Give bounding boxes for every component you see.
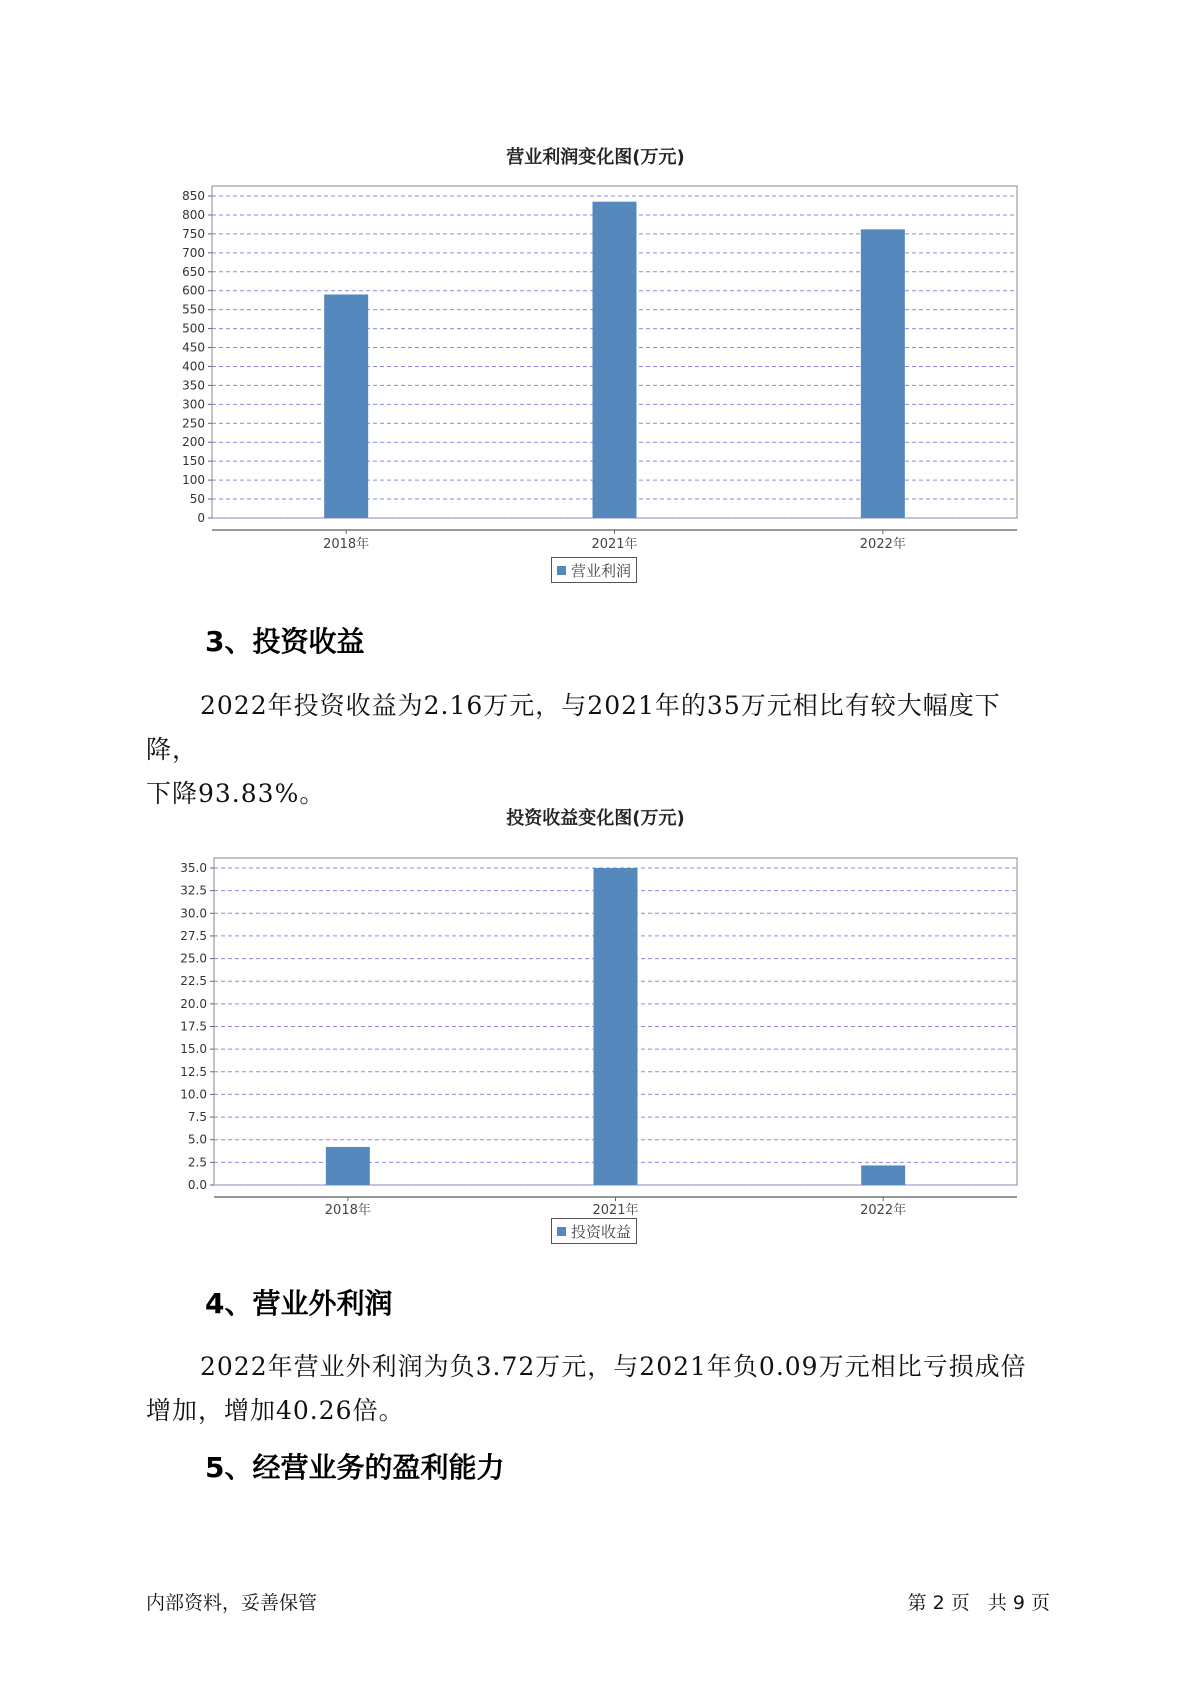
y-tick-label: 17.5 xyxy=(180,1019,207,1034)
y-tick-label: 25.0 xyxy=(180,951,207,966)
y-tick-label: 800 xyxy=(182,207,205,222)
y-tick-label: 500 xyxy=(182,321,205,336)
y-tick-label: 20.0 xyxy=(180,996,207,1011)
y-tick-label: 200 xyxy=(182,435,205,450)
y-tick-label: 27.5 xyxy=(180,928,207,943)
y-tick-label: 400 xyxy=(182,359,205,374)
y-tick-label: 550 xyxy=(182,302,205,317)
y-tick-label: 12.5 xyxy=(180,1064,207,1079)
y-tick-label: 10.0 xyxy=(180,1087,207,1102)
footer-right: 第 2 页 共 9 页 xyxy=(907,1592,1050,1614)
y-tick-label: 700 xyxy=(182,245,205,260)
bar-2021年 xyxy=(594,868,638,1185)
x-tick-label: 2021年 xyxy=(592,1203,639,1218)
y-tick-label: 35.0 xyxy=(180,861,207,875)
x-tick-label: 2022年 xyxy=(860,1203,907,1218)
chart1-title: 营业利润变化图(万元) xyxy=(506,147,685,168)
y-tick-label: 7.5 xyxy=(187,1110,207,1125)
section4-line2: 增加，增加40.26倍。 xyxy=(146,1396,405,1425)
y-tick-label: 22.5 xyxy=(180,974,207,989)
legend-label: 投资收益 xyxy=(571,1222,632,1241)
y-tick-label: 850 xyxy=(182,189,205,203)
section4-paragraph xyxy=(146,1345,1051,1433)
y-tick-label: 0 xyxy=(197,511,205,525)
y-tick-label: 30.0 xyxy=(180,906,207,921)
x-tick-label: 2018年 xyxy=(324,1203,371,1218)
bar-2018年 xyxy=(326,1147,370,1185)
x-tick-label: 2021年 xyxy=(591,537,638,552)
section3-line2: 下降93.83%。 xyxy=(146,779,326,808)
x-tick-label: 2022年 xyxy=(859,537,906,552)
legend-swatch xyxy=(557,1227,566,1236)
section3-heading: 3、投资收益 xyxy=(205,625,365,658)
y-tick-label: 0.0 xyxy=(187,1178,207,1192)
section4-line1: 2022年营业外利润为负3.72万元，与2021年负0.09万元相比亏损成倍 xyxy=(200,1352,1027,1381)
y-tick-label: 100 xyxy=(182,473,205,488)
y-tick-label: 150 xyxy=(182,454,205,469)
y-tick-label: 450 xyxy=(182,340,205,355)
y-tick-label: 32.5 xyxy=(180,883,207,898)
chart2-legend xyxy=(551,1218,637,1244)
section3-line1: 2022年投资收益为2.16万元，与2021年的35万元相比有较大幅度下降， xyxy=(146,691,1001,764)
y-tick-label: 600 xyxy=(182,283,205,298)
y-tick-label: 750 xyxy=(182,226,205,241)
footer-left: 内部资料，妥善保管 xyxy=(146,1592,318,1614)
legend-label: 营业利润 xyxy=(571,561,632,580)
x-tick-label: 2018年 xyxy=(323,537,370,552)
y-tick-label: 650 xyxy=(182,264,205,279)
chart2-title: 投资收益变化图(万元) xyxy=(506,808,685,829)
y-tick-label: 50 xyxy=(189,492,205,507)
y-tick-label: 5.0 xyxy=(187,1132,207,1147)
section5-heading: 5、经营业务的盈利能力 xyxy=(205,1451,505,1484)
bar-2022年 xyxy=(861,1165,905,1185)
section4-heading: 4、营业外利润 xyxy=(205,1287,393,1320)
y-tick-label: 250 xyxy=(182,416,205,431)
y-tick-label: 300 xyxy=(182,397,205,412)
y-tick-label: 15.0 xyxy=(180,1042,207,1057)
y-tick-label: 2.5 xyxy=(187,1155,207,1170)
y-tick-label: 350 xyxy=(182,378,205,393)
